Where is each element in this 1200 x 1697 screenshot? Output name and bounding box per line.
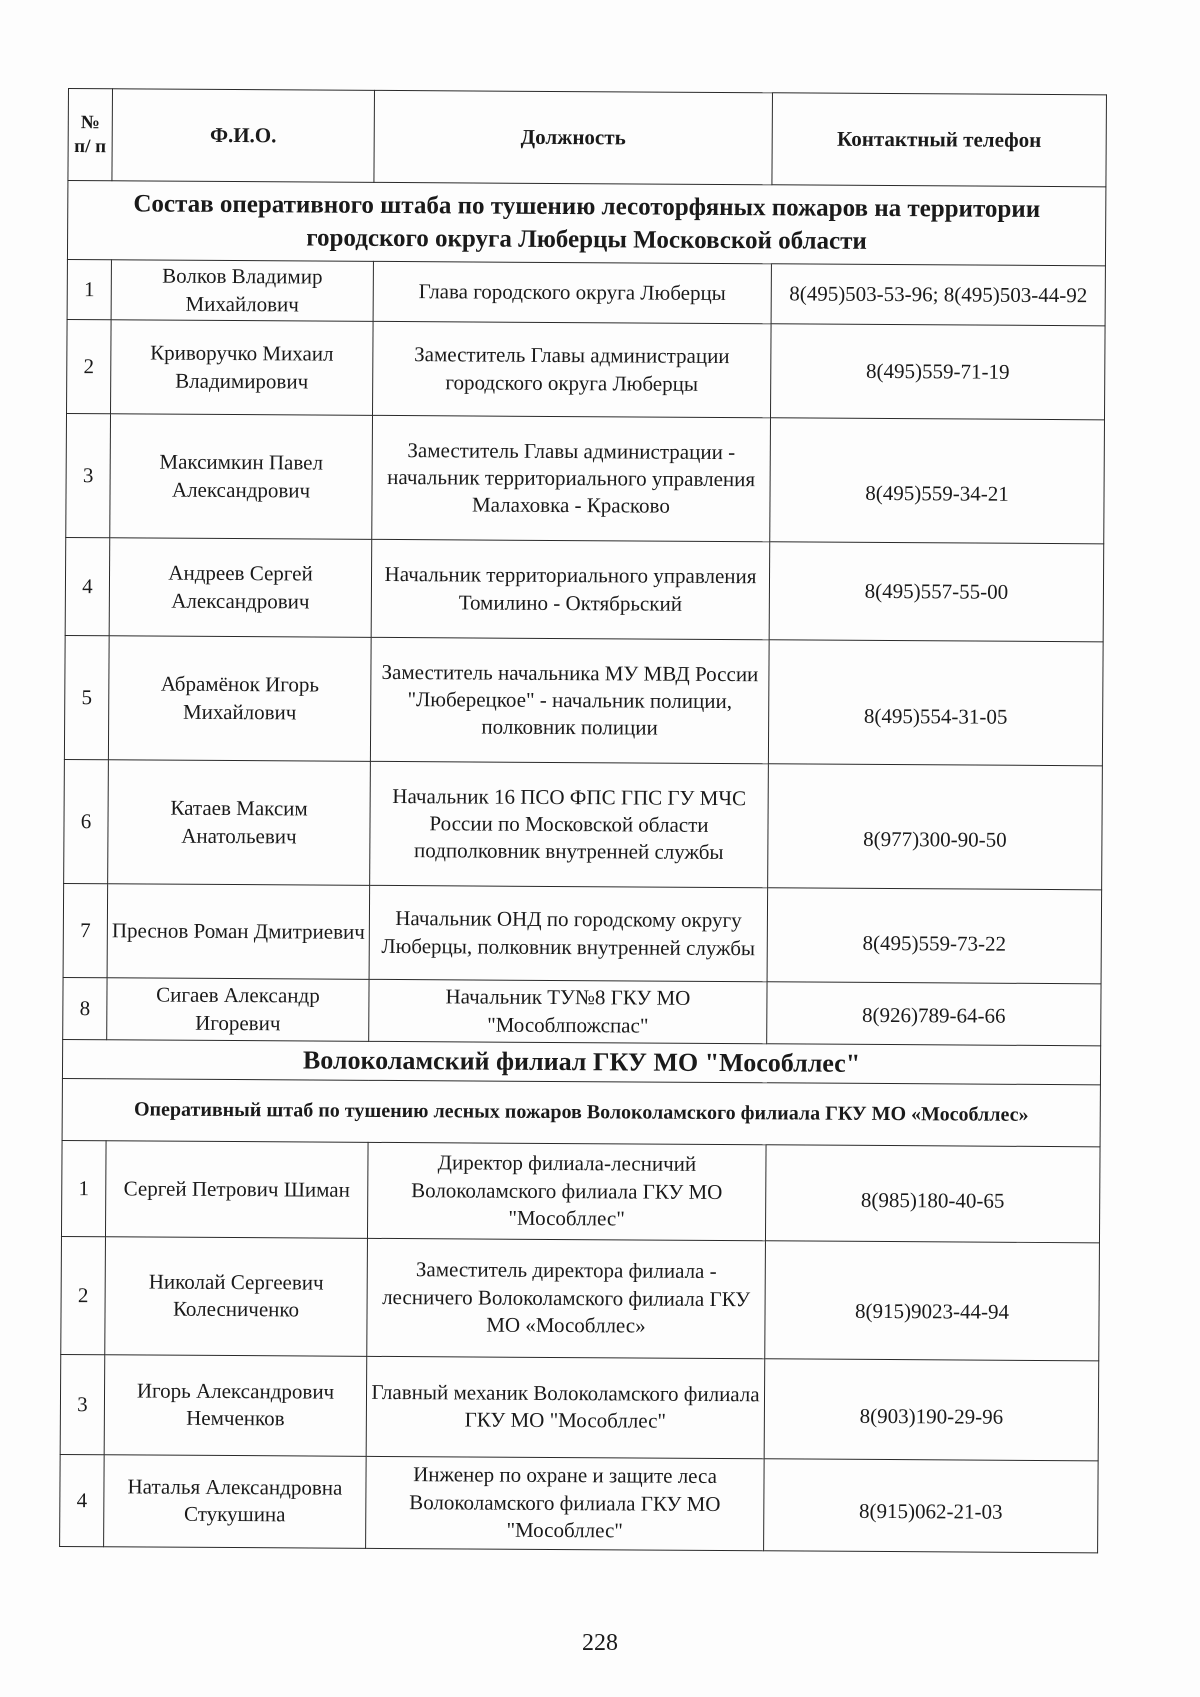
row-number: 1 bbox=[61, 1140, 106, 1236]
row-name: Криворучко Михаил Владимирович bbox=[111, 320, 374, 416]
header-position: Должность bbox=[374, 90, 773, 184]
row-number: 5 bbox=[64, 635, 109, 759]
row-name: Сигаев Александр Игоревич bbox=[107, 978, 369, 1042]
row-name: Абрамёнок Игорь Михайлович bbox=[108, 636, 371, 762]
row-name: Николай Сергеевич Колесниченко bbox=[105, 1237, 368, 1357]
page-number: 228 bbox=[582, 1630, 618, 1656]
branch-title-row bbox=[62, 1039, 1100, 1084]
row-number: 3 bbox=[66, 413, 111, 537]
row-position: Глава городского округа Люберцы bbox=[373, 261, 771, 323]
row-phone: 8(915)062-21-03 bbox=[764, 1459, 1099, 1553]
row-phone: 8(903)190-29-96 bbox=[764, 1359, 1099, 1461]
row-phone: 8(495)557-55-00 bbox=[769, 542, 1104, 642]
row-name: Наталья Александровна Стукушина bbox=[104, 1455, 367, 1549]
row-number: 2 bbox=[67, 319, 112, 413]
row-number: 7 bbox=[63, 883, 108, 977]
table-row bbox=[61, 1140, 1100, 1242]
row-position: Заместитель Главы администрации - начальник территориального управления Малаховка - Красково bbox=[372, 415, 771, 541]
row-name: Катаев Максим Анатольевич bbox=[108, 760, 371, 886]
row-position: Заместитель Главы администрации городского округа Люберцы bbox=[373, 321, 772, 417]
row-name: Игорь Александрович Немченков bbox=[104, 1355, 367, 1457]
staff-table bbox=[59, 88, 1107, 1553]
row-number: 4 bbox=[65, 537, 110, 635]
row-phone: 8(926)789-64-66 bbox=[767, 982, 1101, 1046]
row-number: 6 bbox=[64, 759, 109, 883]
branch-title: Волоколамский филиал ГКУ МО "Мособллес" bbox=[62, 1039, 1100, 1084]
table-row bbox=[66, 413, 1105, 543]
table-header-row bbox=[68, 89, 1107, 187]
row-phone: 8(495)559-71-19 bbox=[770, 324, 1105, 420]
row-phone: 8(985)180-40-65 bbox=[765, 1145, 1100, 1243]
row-phone: 8(495)559-34-21 bbox=[770, 418, 1105, 544]
row-phone: 8(977)300-90-50 bbox=[768, 764, 1103, 890]
table-row bbox=[67, 319, 1106, 419]
row-position: Главный механик Волоколамского филиала ГКУ МО "Мособллес" bbox=[366, 1356, 765, 1458]
table-row bbox=[60, 1454, 1099, 1552]
header-num: № п/ п bbox=[68, 89, 113, 181]
row-number: 2 bbox=[61, 1236, 106, 1354]
table-row bbox=[64, 759, 1103, 889]
section2-subtitle: Оперативный штаб по тушению лесных пожаров Волоколамского филиала ГКУ МО «Мособллес» bbox=[62, 1078, 1100, 1146]
row-position: Заместитель директора филиала - лесничего Волоколамского филиала ГКУ МО «Мособллес» bbox=[367, 1238, 766, 1358]
section1-title-row bbox=[67, 181, 1105, 266]
section2-subtitle-row bbox=[62, 1078, 1100, 1146]
row-position: Заместитель начальника МУ МВД России "Люберецкое" - начальник полиции, полковник полиции bbox=[370, 637, 769, 763]
row-position: Начальник ОНД по городскому округу Люберцы, полковник внутренней службы bbox=[369, 885, 768, 981]
row-phone: 8(495)503-53-96; 8(495)503-44-92 bbox=[771, 264, 1105, 326]
table-row bbox=[64, 635, 1103, 765]
header-phone: Контактный телефон bbox=[772, 93, 1107, 187]
row-number: 8 bbox=[63, 977, 107, 1039]
row-phone: 8(495)559-73-22 bbox=[767, 888, 1102, 984]
row-number: 3 bbox=[60, 1354, 105, 1454]
table-row bbox=[63, 977, 1101, 1045]
row-phone: 8(915)9023-44-94 bbox=[765, 1241, 1100, 1361]
staff-table-wrapper bbox=[59, 88, 1106, 1553]
table-row bbox=[63, 883, 1102, 983]
row-name: Сергей Петрович Шиман bbox=[105, 1141, 368, 1239]
row-phone: 8(495)554-31-05 bbox=[768, 640, 1103, 766]
table-row bbox=[61, 1236, 1100, 1360]
row-position: Инженер по охране и защите леса Волоколамского филиала ГКУ МО "Мособллес" bbox=[366, 1456, 765, 1550]
row-position: Начальник ТУ№8 ГКУ МО "Мособлпожспас" bbox=[369, 979, 767, 1043]
row-number: 1 bbox=[67, 259, 111, 319]
section1-title: Состав оперативного штаба по тушению лесоторфяных пожаров на территории городского округа Люберцы Московской области bbox=[67, 181, 1105, 266]
row-number: 4 bbox=[60, 1454, 105, 1546]
row-name: Максимкин Павел Александрович bbox=[110, 414, 373, 540]
table-row bbox=[65, 537, 1104, 641]
row-position: Директор филиала-лесничий Волоколамского филиала ГКУ МО "Мособллес" bbox=[367, 1142, 766, 1240]
row-name: Волков Владимир Михайлович bbox=[111, 260, 373, 322]
table-row bbox=[60, 1354, 1099, 1460]
table-row bbox=[67, 259, 1105, 325]
header-name: Ф.И.О. bbox=[112, 89, 375, 183]
row-name: Андреев Сергей Александрович bbox=[109, 538, 372, 638]
row-position: Начальник территориального управления Томилино - Октябрьский bbox=[371, 539, 770, 639]
row-position: Начальник 16 ПСО ФПС ГПС ГУ МЧС России по Московской области подполковник внутренней службы bbox=[370, 761, 769, 887]
row-name: Преснов Роман Дмитриевич bbox=[107, 884, 370, 980]
